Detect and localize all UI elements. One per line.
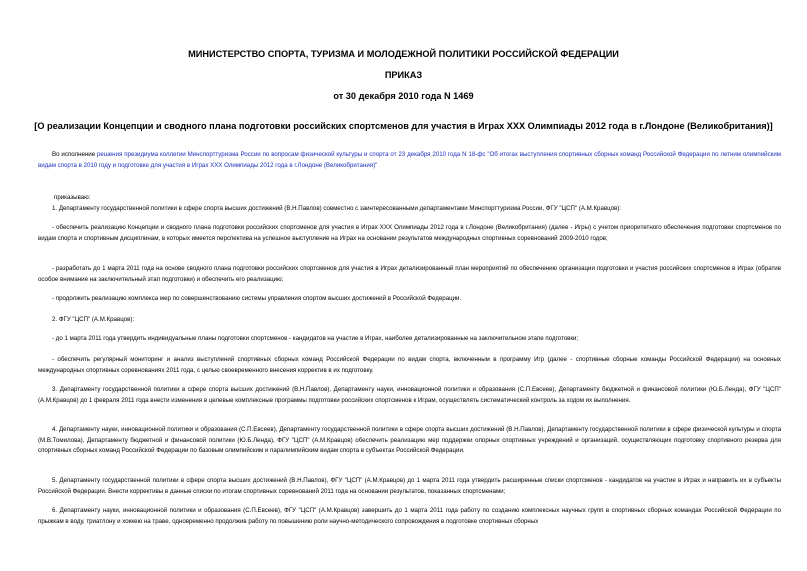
preamble [38, 150, 781, 171]
date-number-heading: от 30 декабря 2010 года N 1469 [333, 91, 474, 101]
paragraph-4: - продолжить реализацию комплекса мер по совершенствованию системы управления спортом высших достижений в Российской Федерации. [52, 295, 462, 302]
paragraph-3: - разработать до 1 марта 2011 года на основе сводного плана подготовки российских спортсменов для участия в Играх детализированный план мероприятий по обеспечению организации подготовки и участия российских спортсменов в Играх (обратив особое внимание на заключительный этап подготовки) и обеспечить его реализацию; [38, 265, 781, 283]
paragraph-1: 1. Департаменту государственной политики в сфере спорта высших достижений (В.Н.Павлов) совместно с заинтересованными департаментами Минспорттуризма России, ФГУ "ЦСП" (А.М.Кравцов): [52, 205, 622, 212]
paragraph-5: 2. ФГУ "ЦСП" (А.М.Кравцов): [52, 316, 135, 323]
ministry-heading: МИНИСТЕРСТВО СПОРТА, ТУРИЗМА И МОЛОДЕЖНОЙ ПОЛИТИКИ РОССИЙСКОЙ ФЕДЕРАЦИИ [188, 49, 619, 59]
paragraph-10: 5. Департаменту государственной политики в сфере спорта высших достижений (В.Н.Павлов), ФГУ "ЦСП" (А.М.Кравцов) до 1 марта 2011 года утвердить расширенные списки спортсменов - кандидатов на участие в Играх и направить их в субъекты Российской Федерации. Внести коррективы в данные списки по итогам спортивных соревнований 2011 года на основании результатов, показанных спортсменами; [38, 477, 781, 495]
preamble-link[interactable]: решения президиума коллегии Минспорттуризма России по вопросам физической культуры и спорта от 23 декабря 2010 года N 18-фс "Об итогах выступления спортивных сборных команд Российской Федерации по летним олимпийским видам спорта в 2010 году и подготовке для участия в Играх XXX Олимпиады 2012 года в г.Лондоне (Великобритания)" [38, 151, 782, 169]
document-title: [О реализации Концепции и сводного плана подготовки российских спортсменов для участия в Играх XXX Олимпиады 2012 года в г.Лондоне (Великобритания)] [34, 121, 773, 131]
doc-type-heading: ПРИКАЗ [384, 70, 423, 80]
paragraph-2: - обеспечить реализацию Концепции и сводного плана подготовки российских спортсменов для участия в Играх XXX Олимпиады 2012 года в г.Лондоне (Великобритания) (далее - Игры) с учетом приоритетного обеспечения подготовки спортсменов по видам спорта и спортивным дисциплинам, в которых имеется перспектива на успешное выступление на Играх на основании результатов международных спортивных соревнований 2009-2010 годов; [38, 224, 781, 242]
paragraph-7: - обеспечить регулярный мониторинг и анализ выступлений спортивных сборных команд Российской Федерации по видам спорта, включенным в программу Игр (далее - спортивные сборные команды Российской Федерации) на основных международных спортивных соревнованиях 2011 года, с целью своевременного внесения корректив в их подготовку. [38, 356, 781, 374]
paragraph-6: - до 1 марта 2011 года утвердить индивидуальные планы подготовки спортсменов - кандидатов на участие в Играх, наиболее детализированные на заключительном этапе подготовки; [52, 335, 579, 342]
paragraph-11: 6. Департаменту науки, инновационной политики и образования (С.П.Евсеев), ФГУ "ЦСП" (А.М.Кравцов) завершить до 1 марта 2011 года работу по созданию комплексных научных групп в спортивных сборных командах Российской Федерации по прыжкам в воду, триатлону и хоккею на траве, одновременно продолжив работу по повышению роли научно-методического сопровождения в подготовке спортивных сборных [38, 507, 781, 525]
preamble-prefix: Во исполнение [52, 151, 97, 158]
paragraph-9: 4. Департаменту науки, инновационной политики и образования (С.П.Евсеев), Департаменту государственной политики в сфере спорта высших достижений (В.Н.Павлов), Департаменту государственной политики в сфере физической культуры и спорта (М.В.Томилова), Департаменту бюджетной и финансовой политики (Ю.Б.Ленда), ФГУ "ЦСП" (А.М.Кравцов) обеспечить реализацию мер поддержки опорных спортивных учреждений и организаций, осуществляющих подготовку спортивного резерва для спортивных сборных команд Российской Федерации по базовым олимпийским и паралимпийским видам спорта в субъектах Российской Федерации. [38, 426, 781, 455]
order-word: приказываю: [54, 194, 91, 201]
paragraph-8: 3. Департаменту государственной политики в сфере спорта высших достижений (В.Н.Павлов), Департаменту науки, инновационной политики и образования (С.П.Евсеев), Департаменту бюджетной и финансовой политики (Ю.Б.Ленда), ФГУ "ЦСП" (А.М.Кравцов) до 1 февраля 2011 года внести изменения в целевые комплексные программы подготовки российских спортсменов к Играм, осуществлять систематический контроль за ходом их выполнения. [38, 386, 781, 404]
